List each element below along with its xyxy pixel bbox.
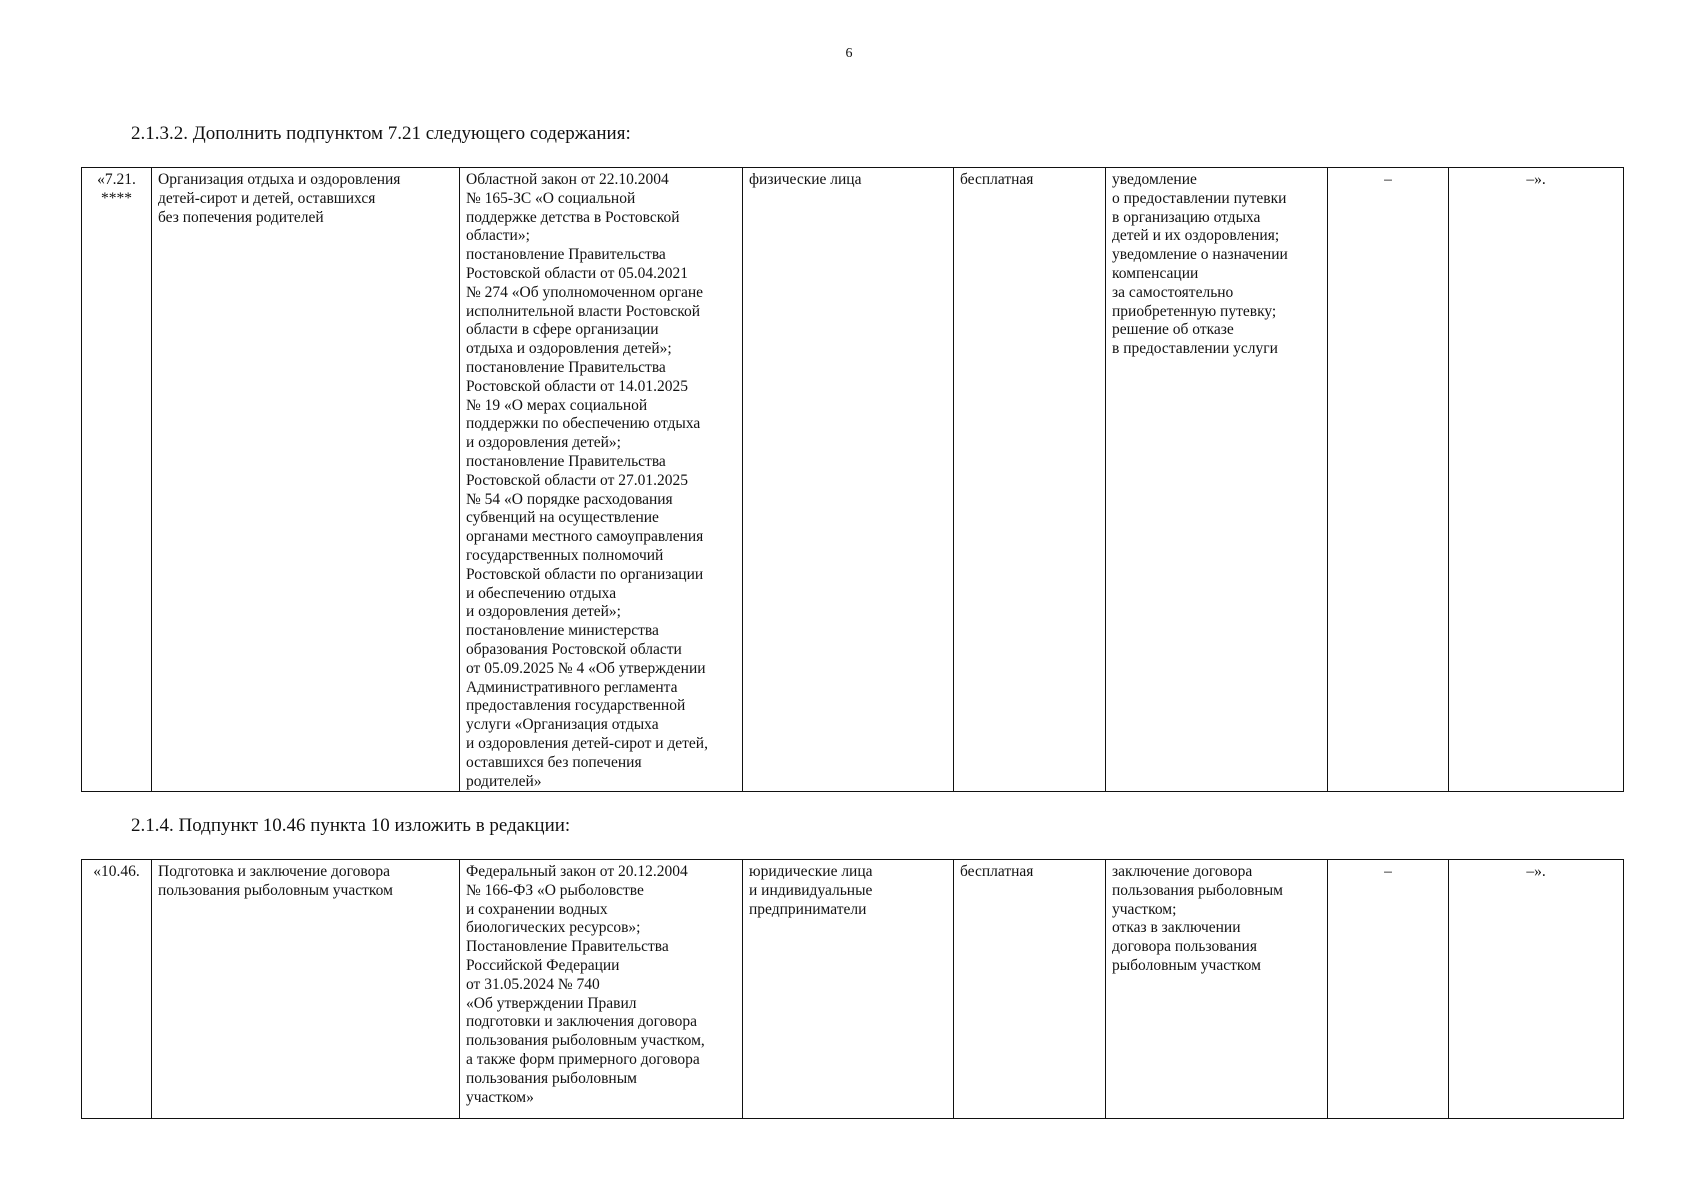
cell-text-line: № 274 «Об уполномоченном органе — [466, 283, 704, 301]
cell-text-line: «10.46. — [93, 863, 140, 880]
cell-text-line: постановление Правительства — [466, 358, 666, 376]
cell-text-line: «Об утверждении Правил — [466, 994, 637, 1012]
cell-text-line: и оздоровления детей-сирот и детей, — [466, 734, 708, 752]
cell-text-line: органами местного самоуправления — [466, 528, 704, 546]
cell-text-line: Ростовской области от 05.04.2021 — [466, 264, 688, 282]
cell-text-line: Областной закон от 22.10.2004 — [466, 171, 669, 188]
column-8-cell — [1449, 860, 1624, 1119]
item-number-cell — [82, 168, 152, 792]
cell-text-line: и индивидуальные — [749, 881, 873, 899]
cell-text-line: –». — [1526, 171, 1546, 188]
cell-text-line: пользования рыболовным участком — [158, 881, 393, 899]
cell-text-line: отказ в заключении — [1112, 919, 1241, 937]
services-table-7-21 — [81, 167, 1624, 792]
cell-text-line: – — [1384, 863, 1392, 880]
cell-text-line: решение об отказе — [1112, 321, 1234, 339]
cell-text-line: детей и их оздоровления; — [1112, 227, 1280, 245]
cell-text-line: договора пользования — [1112, 938, 1257, 956]
cell-text-line: о предоставлении путевки — [1112, 189, 1287, 207]
cell-text-line: уведомление о назначении — [1112, 246, 1288, 264]
cell-text-line: государственных полномочий — [466, 546, 664, 564]
payment-cell — [954, 168, 1106, 792]
cell-text-line: области в сфере организации — [466, 321, 659, 339]
cell-text-line: в предоставлении услуги — [1112, 340, 1278, 358]
cell-text-line: подготовки и заключения договора — [466, 1013, 697, 1031]
cell-text-line: компенсации — [1112, 264, 1199, 282]
legal-basis-cell — [460, 860, 743, 1119]
cell-text-line: без попечения родителей — [158, 208, 324, 226]
cell-text-line: Административного регламента — [466, 678, 678, 696]
cell-text-line: исполнительной власти Ростовской — [466, 302, 701, 320]
cell-text-line: Постановление Правительства — [466, 938, 669, 956]
cell-text-line: и обеспечению отдыха — [466, 584, 617, 602]
column-7-cell — [1328, 860, 1449, 1119]
cell-text-line: Российской Федерации — [466, 956, 620, 974]
cell-text-line: юридические лица — [749, 863, 873, 880]
recipients-cell — [743, 860, 954, 1119]
cell-text-line: – — [1384, 171, 1392, 188]
cell-text-line: рыболовным участком — [1112, 956, 1261, 974]
cell-text-line: приобретенную путевку; — [1112, 302, 1277, 320]
cell-text-line: Ростовской области по организации — [466, 565, 704, 583]
payment-cell — [954, 860, 1106, 1119]
cell-text-line: детей-сирот и детей, оставшихся — [158, 189, 376, 207]
cell-text-line: **** — [101, 189, 132, 207]
table-row — [82, 168, 1624, 792]
cell-text-line: Ростовской области от 14.01.2025 — [466, 377, 688, 395]
cell-text-line: пользования рыболовным — [1112, 881, 1283, 899]
cell-text-line: № 19 «О мерах социальной — [466, 396, 648, 414]
cell-text-line: пользования рыболовным — [466, 1069, 637, 1087]
cell-text-line: области»; — [466, 227, 530, 245]
page-number: 6 — [845, 46, 853, 61]
cell-text-line: участком» — [466, 1088, 534, 1106]
services-table-10-46 — [81, 859, 1624, 1119]
cell-text-line: физические лица — [749, 171, 862, 188]
cell-text-line: Ростовской области от 27.01.2025 — [466, 471, 688, 489]
cell-text-line: образования Ростовской области — [466, 640, 682, 658]
cell-text-line: услуги «Организация отдыха — [466, 716, 659, 734]
column-8-cell — [1449, 168, 1624, 792]
cell-text-line: Подготовка и заключение договора — [158, 863, 390, 880]
cell-text-line: уведомление — [1112, 171, 1197, 188]
cell-text-line: и оздоровления детей»; — [466, 434, 621, 452]
legal-basis-cell — [460, 168, 743, 792]
cell-text-line: от 31.05.2024 № 740 — [466, 975, 600, 993]
cell-text-line: № 165-ЗС «О социальной — [466, 189, 636, 207]
cell-text-line: за самостоятельно — [1112, 283, 1234, 301]
result-cell — [1106, 168, 1328, 792]
cell-text-line: поддержки по обеспечению отдыха — [466, 415, 701, 433]
cell-text-line: оставшихся без попечения — [466, 753, 642, 771]
cell-text-line: пользования рыболовным участком, — [466, 1032, 705, 1050]
table-row — [82, 860, 1624, 1119]
cell-text-line: от 05.09.2025 № 4 «Об утверждении — [466, 659, 706, 677]
cell-text-line: заключение договора — [1112, 863, 1253, 880]
service-name-cell — [152, 168, 460, 792]
cell-text-line: и оздоровления детей»; — [466, 603, 621, 621]
cell-text-line: и сохранении водных — [466, 900, 608, 918]
section-heading-2-1-4: 2.1.4. Подпункт 10.46 пункта 10 изложить в редакции: — [131, 815, 571, 836]
cell-text-line: № 166-ФЗ «О рыболовстве — [466, 881, 644, 899]
column-7-cell — [1328, 168, 1449, 792]
cell-text-line: биологических ресурсов»; — [466, 919, 641, 937]
section-heading-2-1-3-2: 2.1.3.2. Дополнить подпунктом 7.21 следующего содержания: — [131, 123, 631, 144]
cell-text-line: а также форм примерного договора — [466, 1050, 700, 1068]
cell-text-line: предприниматели — [749, 900, 867, 918]
item-number-cell — [82, 860, 152, 1119]
service-name-cell — [152, 860, 460, 1119]
cell-text-line: отдыха и оздоровления детей»; — [466, 340, 672, 358]
result-cell — [1106, 860, 1328, 1119]
recipients-cell — [743, 168, 954, 792]
cell-text-line: субвенций на осуществление — [466, 509, 659, 527]
cell-text-line: № 54 «О порядке расходования — [466, 490, 673, 508]
cell-text-line: Организация отдыха и оздоровления — [158, 171, 401, 188]
cell-text-line: участком; — [1112, 900, 1177, 918]
cell-text-line: постановление Правительства — [466, 246, 666, 264]
cell-text-line: бесплатная — [960, 863, 1034, 880]
cell-text-line: в организацию отдыха — [1112, 208, 1261, 226]
cell-text-line: бесплатная — [960, 171, 1034, 188]
cell-text-line: поддержке детства в Ростовской — [466, 208, 680, 226]
cell-text-line: Федеральный закон от 20.12.2004 — [466, 863, 688, 880]
cell-text-line: родителей» — [466, 772, 542, 790]
cell-text-line: «7.21. — [97, 171, 136, 188]
cell-text-line: постановление министерства — [466, 622, 659, 640]
cell-text-line: предоставления государственной — [466, 697, 686, 715]
cell-text-line: постановление Правительства — [466, 452, 666, 470]
cell-text-line: –». — [1526, 863, 1546, 880]
